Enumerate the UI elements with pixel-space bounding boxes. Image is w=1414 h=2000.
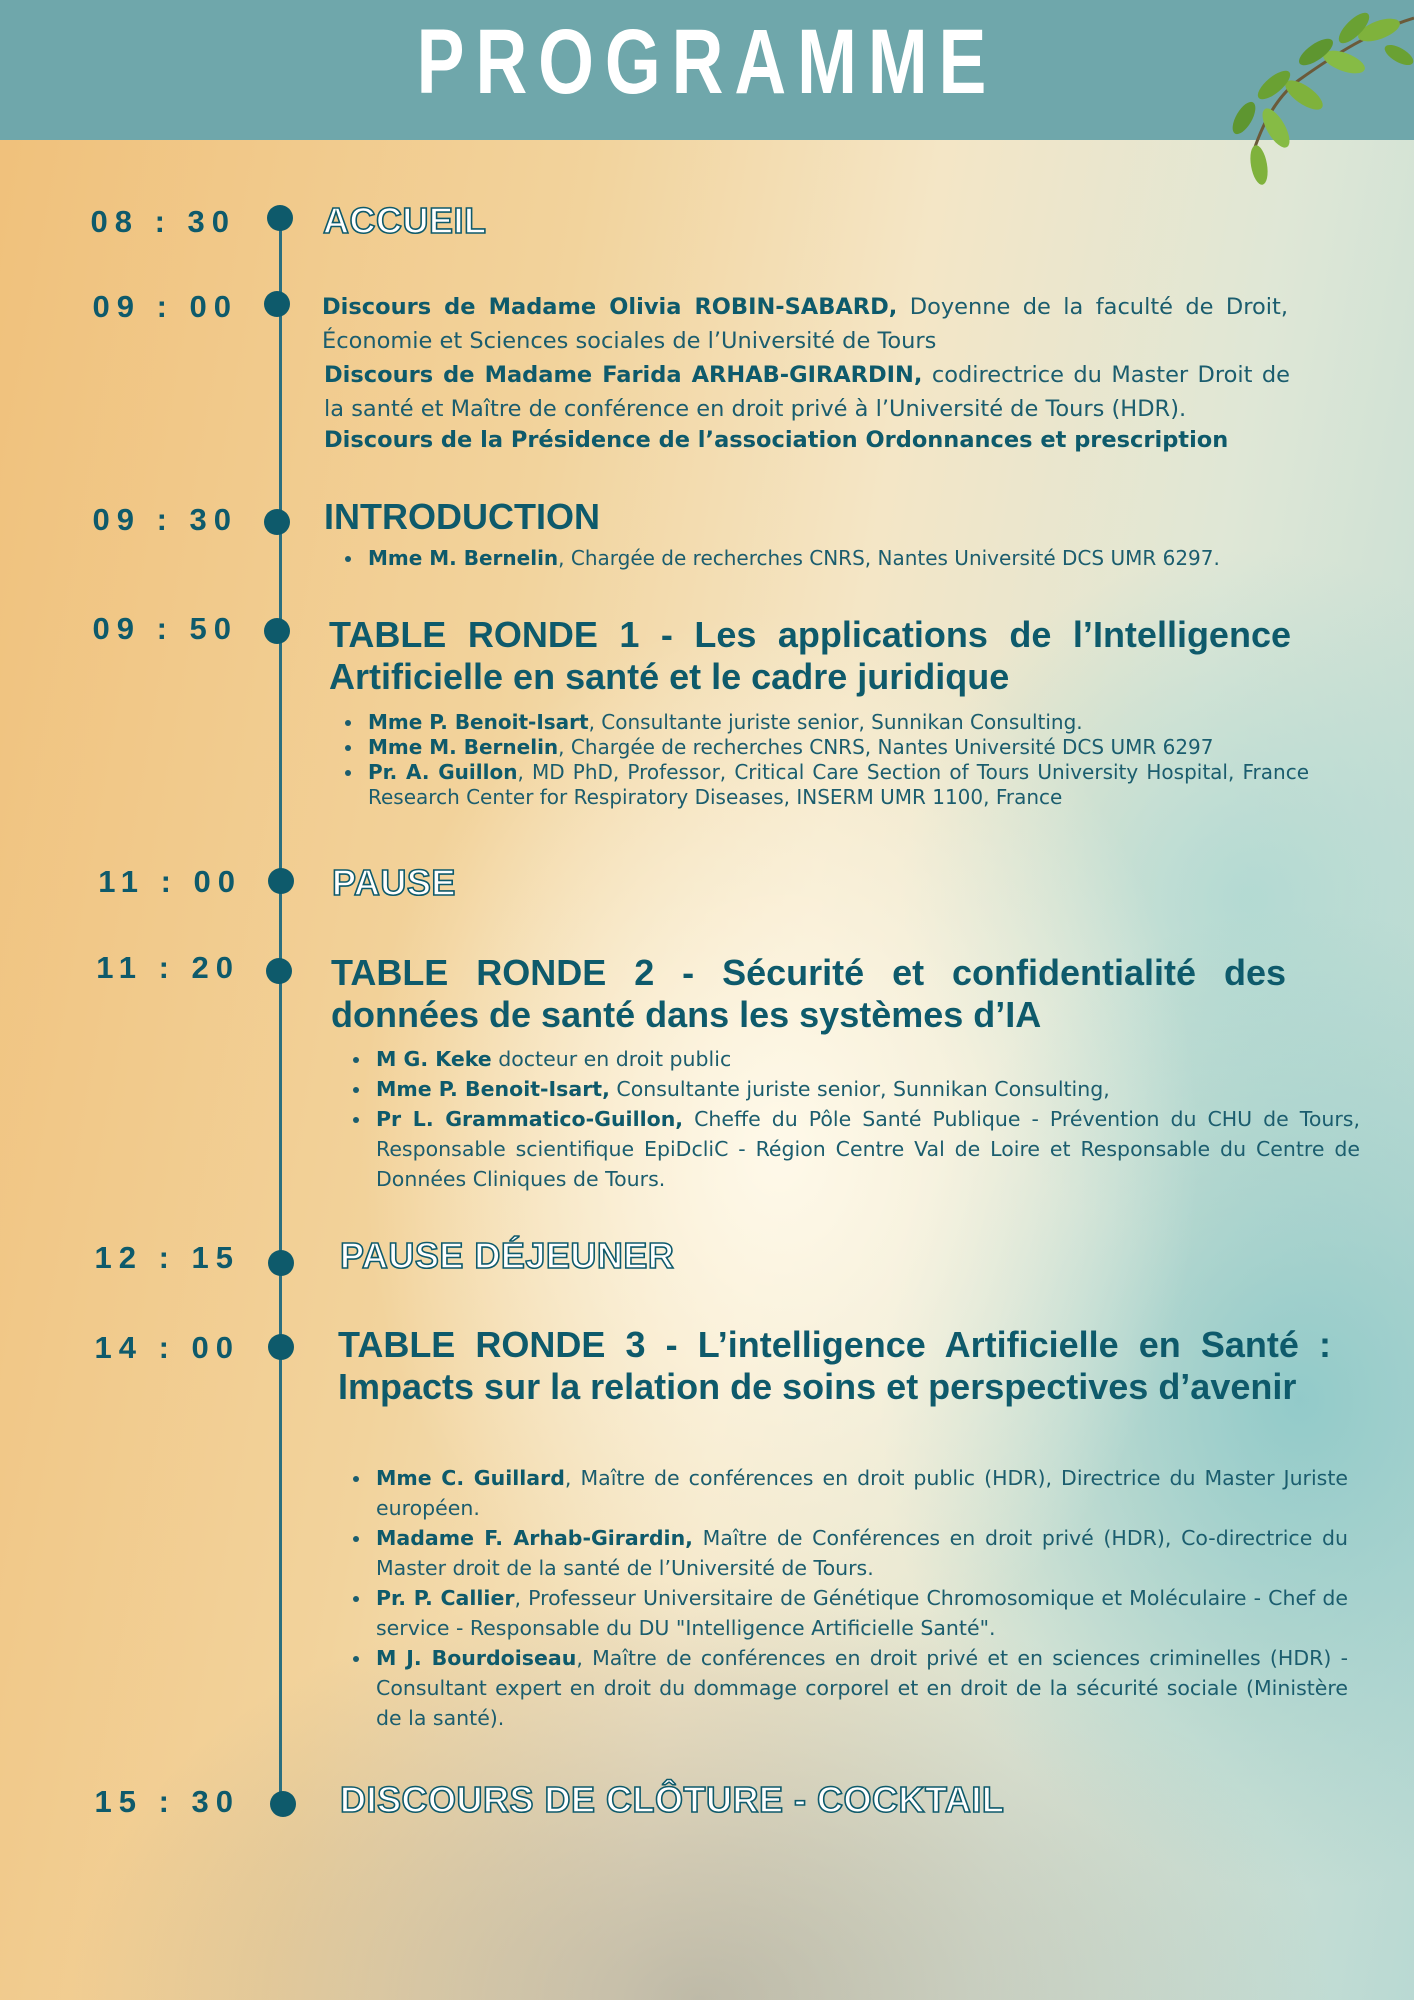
time-pause: 11 : 00 (98, 864, 242, 899)
list-item: • M G. Keke docteur en droit public (372, 1044, 1360, 1074)
timeline-dot (270, 1791, 296, 1817)
timeline-line (279, 218, 282, 1804)
speakers-table-ronde-2 (350, 1044, 1360, 1194)
timeline-dot (268, 868, 294, 894)
list-item: • Mme M. Bernelin, Chargée de recherches CNRS, Nantes Université DCS UMR 6297 (364, 735, 1309, 760)
header-banner (0, 0, 1414, 140)
timeline-dot (264, 509, 290, 535)
list-item: • Pr L. Grammatico-Guillon, Cheffe du Pôle Santé Publique - Prévention du CHU de Tours, Responsable scientifique EpiDcliC - Région Centre Val de Loire et Responsable du Centre de Données Cliniques de Tours. (372, 1104, 1360, 1194)
timeline-dot (264, 618, 290, 644)
list-item: • Mme P. Benoit-Isart, Consultante juriste senior, Sunnikan Consulting. (364, 710, 1309, 735)
list-item: • Pr. A. Guillon, MD PhD, Professor, Critical Care Section of Tours University Hospital, France Research Center for Respiratory Diseases, INSERM UMR 1100, France (364, 760, 1309, 810)
list-item: • Mme C. Guillard, Maître de conférences en droit public (HDR), Directrice du Master Juriste européen. (372, 1463, 1348, 1523)
title-table-ronde-3: TABLE RONDE 3 - L’intelligence Artificielle en Santé : Impacts sur la relation de soins et perspectives d’avenir (338, 1324, 1331, 1407)
page-title: PROGRAMME (416, 11, 998, 113)
time-introduction: 09 : 30 (92, 502, 238, 537)
list-item: • M J. Bourdoiseau, Maître de conférences en droit privé et en sciences criminelles (HDR) - Consultant expert en droit du dommage corporel et en droit de la sécurité sociale (Ministère de la santé). (372, 1643, 1348, 1733)
list-item: • Pr. P. Callier, Professeur Universitaire de Génétique Chromosomique et Moléculaire - Chef de service - Responsable du DU "Intelligence Artificielle Santé". (372, 1583, 1348, 1643)
title-pause-dejeuner: PAUSE DÉJEUNER (340, 1235, 675, 1276)
speakers-introduction (342, 546, 1264, 571)
time-accueil: 08 : 30 (90, 204, 236, 239)
discours-line-1: Discours de Madame Olivia ROBIN-SABARD, Doyenne de la faculté de Droit, Économie et Sciences sociales de l’Université de Tours (322, 294, 1288, 354)
list-item: • Madame F. Arhab-Girardin, Maître de Conférences en droit privé (HDR), Co-directrice du Master droit de la santé de l’Université de Tours. (372, 1523, 1348, 1583)
discours-line-2: Discours de Madame Farida ARHAB-GIRARDIN, codirectrice du Master Droit de la santé et Maître de conférence en droit privé à l’Université de Tours (HDR). (324, 362, 1290, 422)
timeline-dot (264, 291, 290, 317)
time-pause-dejeuner: 12 : 15 (94, 1240, 240, 1275)
title-accueil: ACCUEIL (323, 200, 487, 241)
time-table-ronde-3: 14 : 00 (94, 1330, 240, 1365)
discours-line-3: Discours de la Présidence de l’association Ordonnances et prescription (324, 427, 1229, 453)
title-cloture: DISCOURS DE CLÔTURE - COCKTAIL (340, 1779, 1005, 1820)
title-pause: PAUSE (332, 862, 456, 903)
leaf-branch-icon (1204, 0, 1414, 210)
timeline-dot (267, 205, 293, 231)
timeline-dot (268, 1250, 294, 1276)
speakers-table-ronde-1 (342, 710, 1309, 810)
list-item: • Mme M. Bernelin, Chargée de recherches CNRS, Nantes Université DCS UMR 6297. (364, 546, 1264, 571)
time-cloture: 15 : 30 (94, 1784, 240, 1819)
title-introduction: INTRODUCTION (324, 496, 600, 537)
timeline-dot (268, 1334, 294, 1360)
list-item: • Mme P. Benoit-Isart, Consultante juriste senior, Sunnikan Consulting, (372, 1074, 1360, 1104)
title-table-ronde-2: TABLE RONDE 2 - Sécurité et confidentialité des données de santé dans les systèmes d’IA (331, 952, 1286, 1035)
time-discours: 09 : 00 (92, 289, 238, 324)
speakers-table-ronde-3 (350, 1463, 1348, 1733)
time-table-ronde-1: 09 : 50 (92, 611, 238, 646)
time-table-ronde-2: 11 : 20 (96, 950, 240, 985)
timeline-dot (266, 958, 292, 984)
title-table-ronde-1: TABLE RONDE 1 - Les applications de l’Intelligence Artificielle en santé et le cadre juridique (329, 614, 1291, 697)
